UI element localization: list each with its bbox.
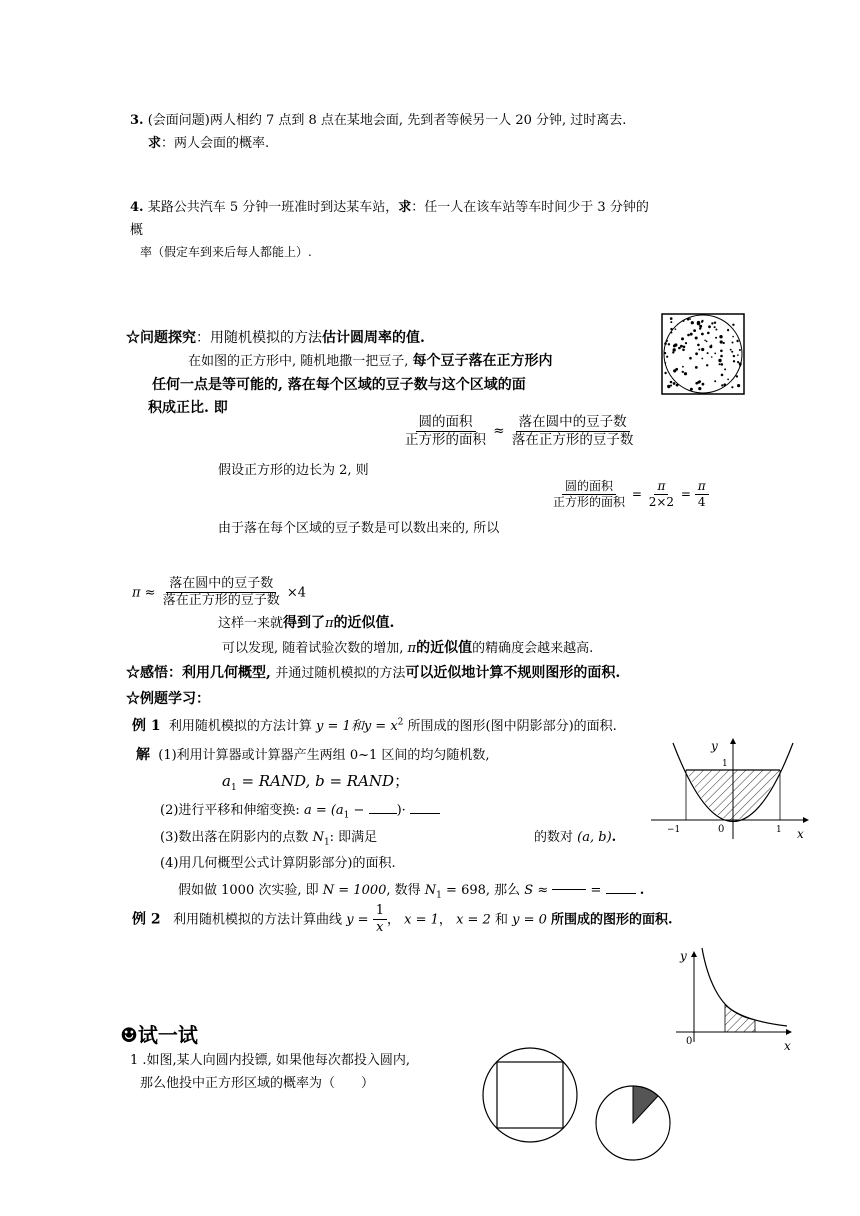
ex1-s1-tail: ； xyxy=(394,772,410,790)
ex1-s3: (3)数出落在阴影内的点数 xyxy=(160,830,309,845)
bean-dot xyxy=(676,384,679,387)
bean-dot xyxy=(682,349,685,352)
bean-dot xyxy=(682,320,684,322)
bean-dot xyxy=(719,363,721,365)
insight-bold: 可以近似地计算不规则图形的面积. xyxy=(405,665,621,681)
bean-dot xyxy=(730,349,732,351)
ex1-s1-rest: = RAND, b = RAND xyxy=(241,772,395,790)
question-4 xyxy=(130,196,649,215)
ex1-s5-b: , 数得 xyxy=(386,883,421,898)
hyperbola-graph xyxy=(672,942,802,1058)
bean-dot xyxy=(674,343,677,346)
two-by-two: 2×2 xyxy=(648,495,675,509)
ratio-left-num: 圆的面积 xyxy=(416,414,476,432)
bean-dot xyxy=(720,340,723,343)
bean-dot xyxy=(711,345,713,347)
bean-dot xyxy=(715,329,717,331)
thus-bold: 得到了 xyxy=(283,615,326,631)
bean-dot xyxy=(731,351,733,353)
bean-dot xyxy=(664,352,666,354)
graph1-one-top: 1 xyxy=(722,759,728,769)
ex1-s2-math: a = (a xyxy=(303,803,344,818)
ex1-s1-a: a xyxy=(222,772,231,790)
explore-title xyxy=(126,327,425,347)
pi-over-4 xyxy=(695,479,709,510)
found-pi: π xyxy=(407,641,417,656)
ex1-rand xyxy=(222,770,409,793)
ex1-s5-eq: = xyxy=(590,883,602,898)
q4-text: 某路公共汽车 5 分钟一班准时到达某车站， xyxy=(147,200,399,215)
area-fraction xyxy=(550,479,628,510)
explore-p3: 积成正比. 即 xyxy=(148,400,228,416)
bean-dot xyxy=(723,342,725,344)
thus-pi: π xyxy=(325,616,334,631)
q3-text: (会面问题)两人相约 7 点到 8 点在某地会面, 先到者等候另一人 20 分钟, 过时离去. xyxy=(147,113,627,128)
bean-dot xyxy=(682,371,684,373)
ex1-s5-n1-val: = 698 xyxy=(446,883,486,898)
bean-dot xyxy=(695,382,698,385)
y-axis-arrow xyxy=(730,738,736,744)
bean-dot xyxy=(672,351,674,353)
ex1-step3-pair xyxy=(534,826,616,845)
q4-ask-label: 求 xyxy=(398,200,412,215)
area-frac-den: 正方形的面积 xyxy=(553,495,626,509)
q4-number: 4. xyxy=(130,200,144,215)
graph2-x-label: x xyxy=(784,1039,791,1053)
explore-title-bold: 估计圆周率的值. xyxy=(322,330,425,346)
ex2-comma-1: ， xyxy=(386,912,400,928)
try-q1-line1: 1 .如图,某人向圆内投镖, 如果他每次都投入圆内, xyxy=(130,1053,411,1068)
found-plain: 可以发现, 随着试验次数的增加, xyxy=(222,641,404,656)
bean-dot xyxy=(667,385,670,388)
ex1-s1: (1)利用计算器或计算器产生两组 0~1 区间的均匀随机数, xyxy=(158,748,490,763)
bean-dot xyxy=(718,359,721,362)
pi-num-2: π xyxy=(695,479,709,495)
examples-heading: ☆例题学习： xyxy=(126,691,210,707)
bean-dot xyxy=(670,385,672,387)
ex2-tail: 所围成的图形的面积. xyxy=(551,912,673,928)
sector-figure xyxy=(594,1084,674,1164)
ex1-s2: (2)进行平移和伸缩变换: xyxy=(160,803,300,818)
thus-bold2: 的近似值. xyxy=(333,615,395,631)
pi-frac-den: 落在正方形的豆子数 xyxy=(162,593,280,609)
bean-dot xyxy=(695,337,698,340)
graph1-x-label: x xyxy=(797,827,804,841)
equals-2: = xyxy=(680,487,691,501)
four-den: 4 xyxy=(697,495,706,509)
bean-dot xyxy=(720,355,723,358)
bean-dot xyxy=(670,321,672,323)
bean-dot xyxy=(714,353,716,355)
bean-dot xyxy=(699,325,702,328)
bean-dot xyxy=(707,332,710,335)
bean-dot xyxy=(721,363,724,366)
pi-approx-label: π ≈ xyxy=(132,585,156,601)
graph2-y-label: y xyxy=(680,949,687,963)
bean-dot xyxy=(732,342,734,344)
ex1-s5-answer-blank[interactable] xyxy=(606,893,636,894)
bean-dot xyxy=(739,349,741,351)
found-line xyxy=(222,637,593,657)
bean-square-figure xyxy=(661,313,745,395)
bean-dot xyxy=(704,340,706,342)
graph1-one-right: 1 xyxy=(776,825,782,835)
ex1-text-a: 利用随机模拟的方法计算 xyxy=(168,719,312,734)
bean-dot xyxy=(719,335,722,338)
ex2-x2: x = 2 xyxy=(456,912,491,928)
circle-outline xyxy=(664,315,742,393)
ratio-left-den: 正方形的面积 xyxy=(405,431,486,448)
ex1-s5-s: S ≈ xyxy=(524,883,549,898)
bean-dot xyxy=(668,343,670,345)
bean-dot xyxy=(699,327,701,329)
bean-dot xyxy=(682,366,684,368)
bean-dot xyxy=(684,372,687,375)
bean-dot xyxy=(727,329,729,331)
shaded-sector xyxy=(633,1086,658,1123)
ex1-s2-sub: 1 xyxy=(343,810,350,821)
bean-dot xyxy=(687,318,690,321)
ex1-s5-n: N = 1000 xyxy=(322,883,387,898)
bean-dot xyxy=(664,362,666,364)
bean-dot xyxy=(671,332,673,334)
bean-dot xyxy=(724,383,727,386)
ex1-s3-n: N xyxy=(312,830,324,845)
equals-1: = xyxy=(631,487,642,501)
ex1-s5-n1: N xyxy=(424,883,437,898)
bean-dot xyxy=(721,384,723,386)
try-q1-line2: 那么他投中正方形区域的概率为（ ） xyxy=(140,1076,375,1091)
ex1-s2-blank-2[interactable] xyxy=(410,813,440,814)
pi-frac-num: 落在圆中的豆子数 xyxy=(166,576,276,593)
bean-dot xyxy=(664,372,666,374)
try-title: ☻试一试 xyxy=(120,1023,198,1047)
insight-label: ☆感悟：利用几何概型, xyxy=(126,665,271,681)
ex1-s3-sub: 1 xyxy=(323,837,330,848)
pi-over-2x2 xyxy=(646,479,677,510)
bean-dot xyxy=(698,387,701,390)
bean-dot xyxy=(687,334,690,337)
bean-dot xyxy=(701,348,704,351)
insight-mid: 并通过随机模拟的方法 xyxy=(275,666,406,681)
q3-ask xyxy=(148,132,269,151)
bean-dot xyxy=(675,328,677,330)
bean-dot xyxy=(693,329,696,332)
bean-dot xyxy=(714,322,716,324)
bean-dot xyxy=(685,342,687,344)
explore-p1-bold: 每个豆子落在正方形内 xyxy=(412,353,553,369)
bean-dot xyxy=(697,321,700,324)
ex2-frac-den: x xyxy=(376,920,384,936)
bean-dot xyxy=(736,340,738,342)
ex1-s3-dot: . xyxy=(611,830,617,845)
ex2-comma-2: ， xyxy=(438,912,452,928)
bean-dot xyxy=(664,342,667,345)
bean-dot xyxy=(714,380,716,382)
bean-dot xyxy=(691,321,694,324)
explore-p1-plain: 在如图的正方形中, 随机地撒一把豆子, xyxy=(188,354,409,369)
ex1-label: 例 1 xyxy=(132,718,161,734)
bean-dot xyxy=(670,381,673,384)
bean-dot xyxy=(732,336,734,338)
bean-dot xyxy=(701,321,703,323)
bean-dot xyxy=(681,345,683,347)
times-four: ×4 xyxy=(286,585,307,601)
bean-dot xyxy=(714,326,716,328)
bean-dot xyxy=(689,318,691,320)
bean-dot xyxy=(731,386,733,388)
ex1-step2 xyxy=(160,799,440,821)
q4-line3: 率（假定车到来后每人都能上）. xyxy=(140,245,312,259)
bean-dot xyxy=(690,388,693,391)
ex1-step5 xyxy=(178,879,644,901)
ex1-s5-dot: . xyxy=(639,883,645,898)
q4-ask-text: ：任一人在该车站等车时间少于 3 分钟的 xyxy=(411,200,649,215)
ex1-step4: (4)用几何概型公式计算阴影部分)的面积. xyxy=(160,856,396,871)
pi-approx-fraction xyxy=(160,576,283,610)
found-tail: 的精确度会越来越高. xyxy=(472,641,594,656)
pi-num-1: π xyxy=(654,479,668,495)
solution-label: 解 xyxy=(136,747,150,763)
bean-dot xyxy=(689,357,692,360)
bean-dot xyxy=(666,340,668,342)
bean-dot xyxy=(670,328,672,330)
bean-dot xyxy=(678,347,681,350)
bean-dot xyxy=(739,365,741,367)
thus-line xyxy=(218,612,394,632)
ratio-right-fraction xyxy=(509,414,637,449)
question-3 xyxy=(130,109,626,128)
ex1-math: y = 1和y = x xyxy=(316,719,398,734)
ex2-and: 和 xyxy=(494,912,508,928)
inscribed-square xyxy=(497,1062,563,1128)
ex1-s3-tail: : 即满足 xyxy=(329,830,378,845)
ex1-s3-pair-math: (a, b) xyxy=(577,830,612,845)
assume-text: 假设正方形的边长为 2, 则 xyxy=(218,463,369,478)
bean-dot xyxy=(670,317,673,320)
bean-dot xyxy=(736,375,738,377)
ratio-left-fraction xyxy=(402,414,489,449)
explore-star-title: ☆问题探究 xyxy=(126,330,196,346)
graph1-zero: 0 xyxy=(718,824,725,835)
x-axis-arrow xyxy=(803,817,809,823)
area-formula xyxy=(550,479,709,510)
ex1-s5-fraction-blank[interactable] xyxy=(552,889,586,890)
ex1-text-b: 所围成的图形(图中阴影部分)的面积. xyxy=(407,719,617,734)
ratio-right-den: 落在正方形的豆子数 xyxy=(511,431,634,448)
bean-dot xyxy=(706,341,708,343)
bean-dot xyxy=(711,356,713,358)
ex1-s5-a: 假如做 1000 次实验, 即 xyxy=(178,883,319,898)
bean-dot xyxy=(695,352,698,355)
ex1-s5-n1-sub: 1 xyxy=(436,890,442,901)
ex1-step1 xyxy=(136,744,490,764)
ex1-s2-blank-1[interactable] xyxy=(369,813,397,814)
graph1-y-label: y xyxy=(711,739,718,753)
ex2-fraction xyxy=(373,903,387,937)
example-1 xyxy=(132,715,617,735)
found-bold: 的近似值 xyxy=(416,640,473,656)
bean-dot xyxy=(724,368,726,370)
ex2-frac-num: 1 xyxy=(373,903,387,920)
ex2-y0: y = 0 xyxy=(512,912,547,928)
q3-number: 3. xyxy=(130,113,144,128)
ex1-s2-close: )· xyxy=(396,803,406,818)
bean-dot xyxy=(690,333,693,336)
bean-dot xyxy=(737,361,739,363)
square-outline xyxy=(662,314,744,394)
bean-dot xyxy=(737,354,739,356)
parabola-graph xyxy=(645,735,815,843)
ex1-step3 xyxy=(160,826,377,848)
bean-dot xyxy=(707,352,709,354)
bean-dot xyxy=(706,364,708,366)
bean-dot xyxy=(733,360,735,362)
bean-dot xyxy=(673,369,676,372)
ex1-s1-sub: 1 xyxy=(230,783,237,793)
explore-p2: 任何一点是等可能的, 落在每个区域的豆子数与这个区域的面 xyxy=(152,377,526,393)
insight-line xyxy=(126,662,620,682)
area-frac-num: 圆的面积 xyxy=(562,479,616,495)
bean-dot xyxy=(666,356,668,358)
ex2-label: 例 2 xyxy=(132,911,161,928)
q4-line2: 概 xyxy=(130,223,144,238)
bean-dot xyxy=(732,324,734,326)
bean-dot xyxy=(721,374,724,377)
ex1-s5-c: , 那么 xyxy=(485,883,521,898)
bean-dot xyxy=(698,349,700,351)
ex2-x1: x = 1 xyxy=(404,912,439,928)
pi-approx-formula xyxy=(132,576,306,610)
explore-title-mid: ：用随机模拟的方法 xyxy=(196,330,322,346)
thus-plain: 这样一来就 xyxy=(218,616,284,631)
ex1-s3-pair: 的数对 xyxy=(534,830,574,845)
countable-text: 由于落在每个区域的豆子数是可以数出来的, 所以 xyxy=(218,521,500,536)
bean-dot xyxy=(702,383,705,386)
example-2 xyxy=(132,903,673,937)
ex2-text-a: 利用随机模拟的方法计算曲线 xyxy=(173,912,343,928)
ex1-s2-minus: − xyxy=(353,803,365,818)
graph2-zero: 0 xyxy=(686,1036,693,1047)
bean-dot xyxy=(681,337,684,340)
bean-dot xyxy=(697,344,700,347)
bean-dot xyxy=(737,384,740,387)
beans-dots xyxy=(664,317,742,391)
circle-square-figure xyxy=(480,1045,580,1145)
y-axis-2-arrow xyxy=(691,951,697,957)
hyperbola-curve xyxy=(702,948,787,1026)
graph1-neg-one: −1 xyxy=(667,825,681,835)
q3-ask-label: 求 xyxy=(148,136,162,151)
bean-dot xyxy=(673,382,676,385)
ex1-sup: 2 xyxy=(397,717,404,728)
ex2-y-eq: y = xyxy=(346,912,369,928)
bean-dot xyxy=(695,366,698,369)
bean-dot xyxy=(683,346,686,349)
bean-dot xyxy=(711,322,713,324)
bean-dot xyxy=(715,337,717,339)
bean-dot xyxy=(727,379,729,381)
explore-p1 xyxy=(188,350,553,370)
bean-dot xyxy=(733,355,735,357)
ratio-right-num: 落在圆中的豆子数 xyxy=(516,414,630,432)
bean-dot xyxy=(673,348,676,351)
bean-dot xyxy=(701,358,703,360)
ratio-formula xyxy=(402,414,636,449)
x-axis-2-arrow xyxy=(786,1029,792,1035)
bean-dot xyxy=(708,325,711,328)
bean-dot xyxy=(720,350,723,353)
q3-ask-text: ：两人会面的概率. xyxy=(161,136,270,151)
approx-sign: ≈ xyxy=(493,422,505,439)
bean-dot xyxy=(701,333,704,336)
